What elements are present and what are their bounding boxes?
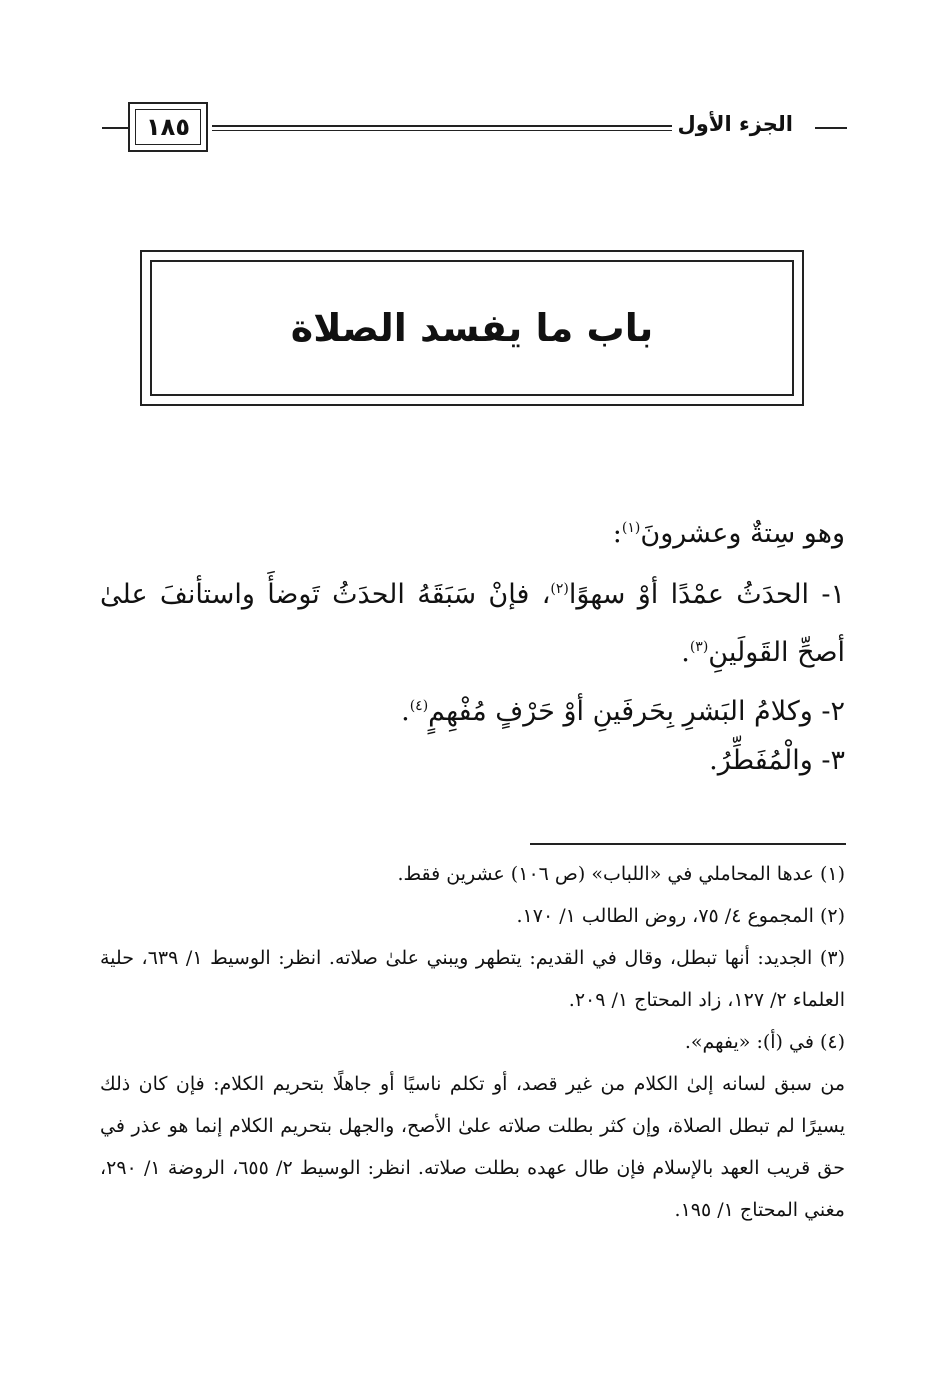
footnote-ref-1: (١): [621, 520, 641, 536]
item-2: [100, 680, 845, 738]
item-2-end: .: [401, 696, 410, 727]
item-1-end: .: [681, 637, 690, 668]
footnote-2: (٢) المجموع ٤/ ٧٥، روض الطالب ١/ ١٧٠.: [516, 905, 845, 927]
footnote-4: (٤) في (أ): «يفهم».: [684, 1031, 845, 1053]
volume-title: الجزء الأول: [677, 112, 793, 136]
item-3: ٣- والْمُفَطِّرُ.: [709, 745, 845, 776]
chapter-title-frame-inner: [150, 260, 794, 396]
intro-text: وهو سِتةٌ وعشرونَ: [640, 518, 845, 549]
header-rule-middle: [212, 125, 672, 127]
footnote-3: (٣) الجديد: أنها تبطل، وقال في القديم: يتطهر ويبني علىٰ صلاته. انظر: الوسيط ١/ ٦٣٩، حلية العلماء ٢/ ١٢٧، زاد المحتاج ١/ ٢٠٩.: [100, 947, 845, 1011]
footnote-1: (١) عدها المحاملي في «اللباب» (ص ١٠٦) عشرين فقط.: [397, 863, 845, 885]
item-1-continuation: ، فإنْ سَبَقَهُ الحدَثُ تَوضأَ واستأنفَ علىٰ أصحِّ القَولَينِ: [100, 579, 845, 668]
footnote-separator: [530, 843, 846, 845]
footnote-4-continuation: من سبق لسانه إلىٰ الكلام من غير قصد، أو تكلم ناسيًا أو جاهلًا بتحريم الكلام: فإن كان ذلك يسيرًا لم تبطل الصلاة، وإن كثر بطلت صلاته علىٰ الأصح، والجهل بتحريم الكلام إنما هو عذر في حق قريب العهد بالإسلام فإن طال عهده بطلت صلاته. انظر: الوسيط ٢/ ٦٥٥، الروضة ١/ ٢٩٠، مغني المحتاج ١/ ١٩٥.: [100, 1073, 845, 1221]
header-rule-left: [102, 127, 128, 129]
footnote-ref-4: (٤): [409, 698, 429, 714]
chapter-title-frame: [140, 250, 804, 406]
intro-line: [100, 502, 845, 560]
footnote-ref-3: (٣): [689, 639, 709, 655]
header-rule-right: [815, 127, 847, 129]
chapter-title: باب ما يفسد الصلاة: [290, 306, 654, 350]
footnote-ref-2: (٢): [550, 581, 569, 597]
item-1: [100, 563, 845, 679]
page-number: ١٨٥: [135, 109, 201, 145]
intro-end: :: [612, 518, 622, 549]
page-number-box: [128, 102, 208, 152]
item-1-text: ١- الحدَثُ عمْدًا أوْ سهوًا: [568, 579, 846, 610]
header-rule-middle-thin: [212, 130, 672, 131]
item-2-text: ٢- وكلامُ البَشرِ بِحَرفَينِ أوْ حَرْفٍ مُفْهِمٍ: [428, 696, 845, 727]
